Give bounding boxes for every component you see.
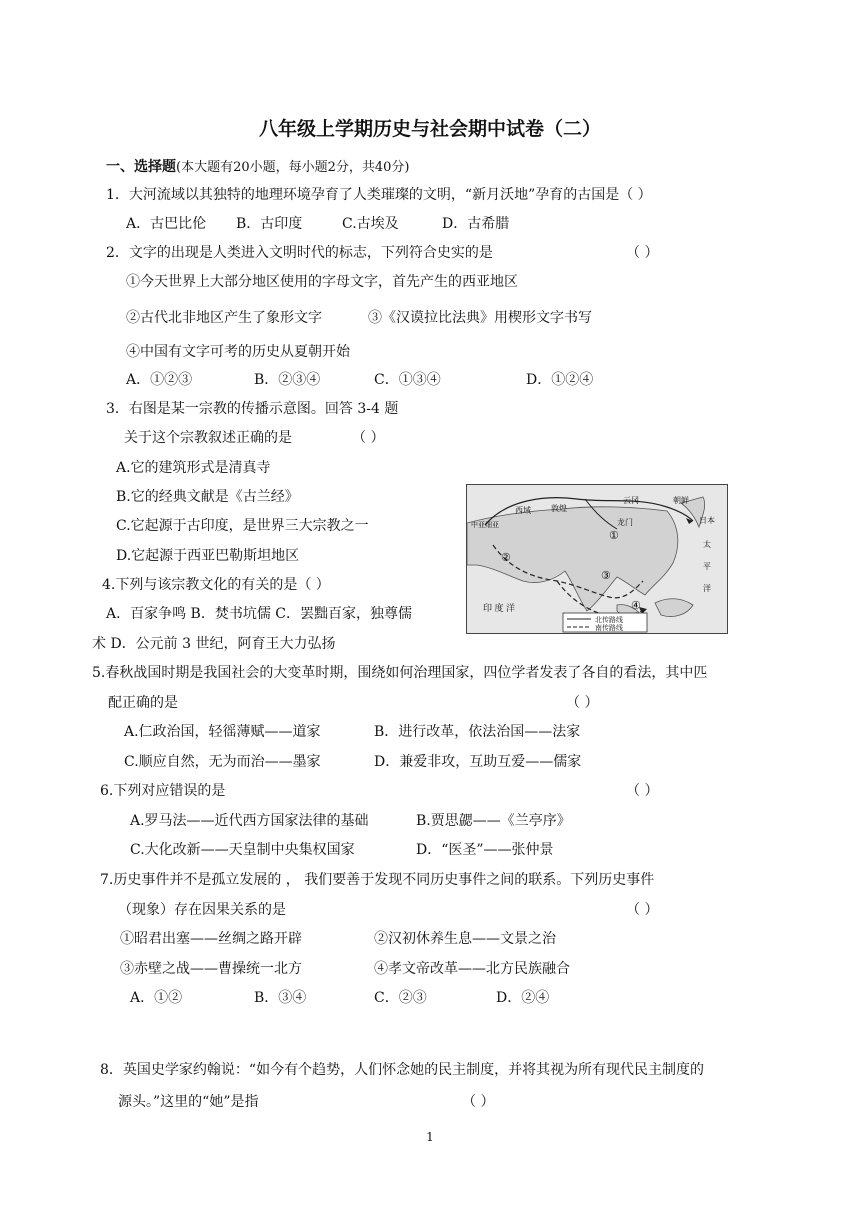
legend-south-label: 南传路线 (595, 625, 623, 632)
section-heading-text: 一、选择题 (106, 159, 176, 175)
question-7-option-b: B．③④ (254, 990, 307, 1006)
question-5-option-c: C.顺应自然，无为而治——墨家 (124, 754, 321, 770)
island-southeast (655, 599, 693, 617)
page-title: 八年级上学期历史与社会期中试卷（二） (258, 118, 601, 140)
question-2-statement-1: ①今天世界上大部分地区使用的字母文字，首先产生的西亚地区 (126, 274, 518, 290)
question-3-answer-blank: （ ） (352, 430, 385, 446)
map-label-riben: 日本 (699, 516, 715, 525)
question-7-option-d: D．②④ (496, 990, 550, 1006)
question-4-options-line-1: A．百家争鸣 B．焚书坑儒 C．罢黜百家，独尊儒 (106, 606, 413, 622)
question-7-statement-2: ②汉初休养生息——文景之治 (374, 931, 556, 947)
question-7-option-c: C．②③ (374, 990, 427, 1006)
question-1-option-d: D．古希腊 (442, 216, 510, 232)
question-3-option-b: B.它的经典文献是《古兰经》 (116, 489, 299, 505)
map-marker-2: ② (501, 551, 511, 564)
map-label-chaoxian: 朝鲜 (673, 496, 689, 505)
section-heading (106, 156, 410, 176)
question-7-statement-3: ③赤壁之战——曹操统一北方 (120, 961, 302, 977)
question-6-option-b: B.贾思勰——《兰亭序》 (416, 813, 571, 829)
question-2-option-d: D．①②④ (526, 372, 594, 388)
question-2-stem: 2．文字的出现是人类进入文明时代的标志，下列符合史实的是 (106, 245, 493, 261)
map-label-tai: 太 (703, 540, 711, 549)
section-note: (本大题有20小题，每小题2分，共40分) (176, 160, 410, 175)
map-label-ping: 平 (703, 562, 711, 571)
question-8-stem-cont: 源头。”这里的“她”是指 (118, 1094, 259, 1110)
map-marker-4: ④ (631, 599, 641, 612)
question-3-option-d: D.它起源于西亚巴勒斯坦地区 (116, 548, 300, 564)
question-2-option-c: C．①③④ (374, 372, 441, 388)
page-number: 1 (426, 1130, 434, 1144)
map-label-zhongya: 中亚细亚 (471, 522, 499, 529)
map-label-xiyu: 西域 (515, 506, 531, 515)
question-5-option-a: A.仁政治国，轻徭薄赋——道家 (124, 724, 321, 740)
map-marker-1: ① (609, 529, 619, 542)
question-4-options-line-2: 术 D．公元前 3 世纪，阿育王大力弘扬 (92, 636, 336, 652)
question-7-statement-4: ④孝文帝改革——北方民族融合 (374, 961, 570, 977)
question-6-option-d: D．“医圣”——张仲景 (416, 842, 554, 858)
map-drawing (467, 485, 727, 633)
question-6-stem: 6.下列对应错误的是 (100, 783, 226, 799)
question-6-answer-blank: （ ） (626, 783, 659, 799)
legend-north-label: 北传路线 (595, 617, 623, 624)
map-label-longmen: 龙门 (617, 518, 633, 527)
question-5-stem: 5.春秋战国时期是我国社会的大变革时期，围绕如何治理国家，四位学者发表了各自的看法，其中匹 (92, 665, 708, 681)
question-3-stem: 3．右图是某一宗教的传播示意图。回答 3-4 题 (106, 401, 399, 417)
question-2-option-b: B．②③④ (254, 372, 321, 388)
question-8-stem: 8．英国史学家约翰说：“如今有个趋势，人们怀念她的民主制度，并将其视为所有现代民主制度的 (100, 1062, 705, 1078)
question-7-statement-1: ①昭君出塞——丝绸之路开辟 (120, 931, 302, 947)
map-marker-3: ③ (601, 569, 611, 582)
map-label-indian-ocean: 印 度 洋 (483, 603, 516, 613)
map-label-yungang: 云冈 (623, 496, 639, 505)
question-5-option-b: B．进行改革，依法治国——法家 (374, 724, 581, 740)
question-6-option-a: A.罗马法——近代西方国家法律的基础 (130, 813, 369, 829)
question-2-statement-2: ②古代北非地区产生了象形文字 (126, 310, 322, 326)
question-4-stem: 4.下列与该宗教文化的有关的是（ ） (102, 577, 330, 593)
question-1-option-a: A．古巴比伦 (126, 216, 207, 232)
question-2-answer-blank: （ ） (626, 245, 659, 261)
religion-spread-map (466, 484, 728, 634)
question-1-option-c: C.古埃及 (342, 216, 399, 232)
question-2-statement-4: ④中国有文字可考的历史从夏朝开始 (126, 344, 350, 360)
question-2-statement-3: ③《汉谟拉比法典》用楔形文字书写 (368, 310, 592, 326)
question-5-answer-blank: （ ） (566, 695, 599, 711)
question-2-option-a: A．①②③ (126, 372, 193, 388)
question-7-option-a: A．①② (130, 990, 183, 1006)
map-label-dunhuang: 敦煌 (551, 504, 567, 513)
question-3-option-c: C.它起源于古印度，是世界三大宗教之一 (116, 518, 369, 534)
question-7-stem-cont: （现象）存在因果关系的是 (118, 902, 286, 918)
question-7-answer-blank: （ ） (626, 902, 659, 918)
question-3-option-a: A.它的建筑形式是清真寺 (116, 460, 271, 476)
question-3-sub-stem: 关于这个宗教叙述正确的是 (124, 430, 292, 446)
question-5-option-d: D．兼爱非攻，互助互爱——儒家 (374, 754, 582, 770)
question-1-stem: 1．大河流域以其独特的地理环境孕育了人类璀璨的文明，“新月沃地”孕育的古国是（ ） (106, 187, 652, 203)
north-route-arrow (686, 518, 693, 524)
question-5-stem-cont: 配正确的是 (108, 695, 178, 711)
question-8-answer-blank: （ ） (462, 1094, 495, 1110)
map-label-yang: 洋 (703, 584, 711, 593)
question-7-stem: 7.历史事件并不是孤立发展的 ， 我们要善于发现不同历史事件之间的联系。下列历史事件 (100, 872, 655, 888)
question-1-option-b: B．古印度 (236, 216, 303, 232)
question-6-option-c: C.大化改新——天皇制中央集权国家 (130, 842, 355, 858)
